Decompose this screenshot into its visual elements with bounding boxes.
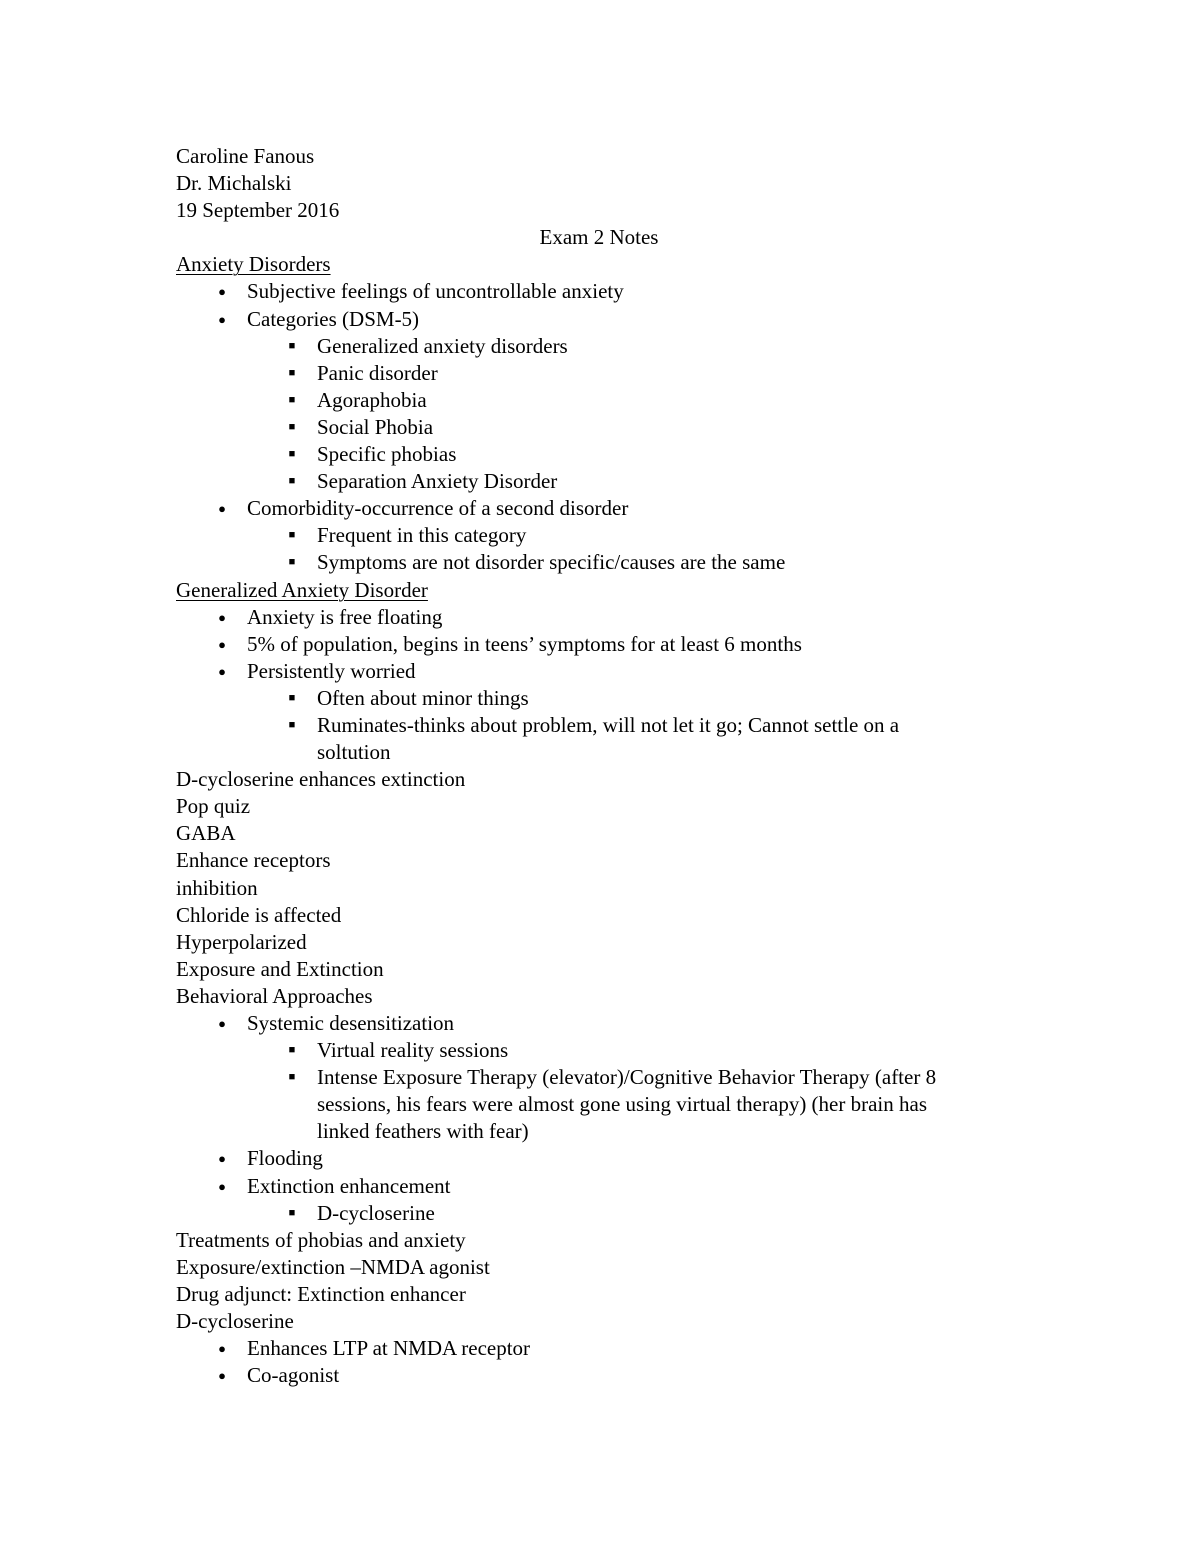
square-bullet-icon: ■ <box>288 393 296 406</box>
line-text: Anxiety is free floating <box>247 604 443 629</box>
note-line <box>176 1254 1026 1281</box>
round-bullet-icon: ● <box>218 1178 226 1194</box>
bullet-item <box>176 1173 1026 1200</box>
square-bullet-icon: ■ <box>288 366 296 379</box>
line-text: Symptoms are not disorder specific/causes are the same <box>317 550 786 575</box>
round-bullet-icon: ● <box>218 1016 226 1031</box>
line-text: Enhance receptors <box>176 848 331 873</box>
square-bullet-icon: ■ <box>288 475 296 488</box>
line-text: Exposure and Extinction <box>176 956 384 981</box>
document-title: Exam 2 Notes <box>539 225 659 250</box>
line-text: Categories (DSM-5) <box>247 306 420 331</box>
round-bullet-icon: ● <box>218 1151 226 1167</box>
line-text: Anxiety Disorders <box>176 252 331 277</box>
document-page <box>176 143 1026 1389</box>
line-text: D-cycloserine enhances extinction <box>176 767 466 792</box>
sub-bullet-item <box>176 360 1026 387</box>
round-bullet-icon: ● <box>218 609 226 625</box>
section-heading <box>176 251 1026 278</box>
note-line <box>176 956 1026 983</box>
line-text: Exposure/extinction –NMDA agonist <box>176 1254 490 1279</box>
bullet-item <box>176 1362 1026 1389</box>
bullet-item <box>176 1010 1026 1037</box>
square-bullet-icon: ■ <box>288 556 296 569</box>
square-bullet-icon: ■ <box>288 529 296 542</box>
sub-bullet-item <box>176 522 1026 549</box>
note-line <box>176 1281 1026 1308</box>
line-text: Drug adjunct: Extinction enhancer <box>176 1281 466 1306</box>
line-text: Subjective feelings of uncontrollable anxiety <box>247 279 624 304</box>
sub-bullet-item <box>176 1118 1026 1145</box>
line-text: Enhances LTP at NMDA receptor <box>247 1336 531 1361</box>
sub-bullet-item <box>176 333 1026 360</box>
note-line <box>176 820 1026 847</box>
line-text: D-cycloserine <box>317 1200 435 1225</box>
line-text: 5% of population, begins in teens’ symptoms for at least 6 months <box>247 631 802 656</box>
round-bullet-icon: ● <box>218 636 226 652</box>
author-name: Caroline Fanous <box>176 144 315 168</box>
sub-bullet-item <box>176 1064 1026 1091</box>
document-date: 19 September 2016 <box>176 198 340 223</box>
section-heading <box>176 577 1026 604</box>
round-bullet-icon: ● <box>218 1368 226 1384</box>
line-text: Virtual reality sessions <box>317 1038 509 1063</box>
round-bullet-icon: ● <box>218 501 226 517</box>
bullet-item <box>176 306 1026 333</box>
line-text: Social Phobia <box>317 414 434 439</box>
line-text: soltution <box>317 740 391 765</box>
note-line <box>176 929 1026 956</box>
line-text: Generalized Anxiety Disorder <box>176 577 428 602</box>
sub-bullet-item <box>176 549 1026 576</box>
round-bullet-icon: ● <box>218 311 226 327</box>
round-bullet-icon: ● <box>218 663 226 679</box>
sub-bullet-item <box>176 712 1026 739</box>
line-text: Hyperpolarized <box>176 929 307 954</box>
sub-bullet-item <box>176 1200 1026 1227</box>
square-bullet-icon: ■ <box>288 448 296 461</box>
line-text: Ruminates-thinks about problem, will not let it go; Cannot settle on a <box>317 712 900 737</box>
square-bullet-icon: ■ <box>288 1071 296 1084</box>
square-bullet-icon: ■ <box>288 420 296 433</box>
square-bullet-icon: ■ <box>288 1044 296 1057</box>
line-text: GABA <box>176 821 236 846</box>
bullet-item <box>176 278 1026 305</box>
line-text: Intense Exposure Therapy (elevator)/Cognitive Behavior Therapy (after 8 <box>317 1065 937 1090</box>
square-bullet-icon: ■ <box>288 1206 296 1219</box>
bullet-item <box>176 1145 1026 1172</box>
line-text: Co-agonist <box>247 1363 340 1388</box>
sub-bullet-item <box>176 1037 1026 1064</box>
line-text: Agoraphobia <box>317 387 427 412</box>
line-text: linked feathers with fear) <box>317 1119 529 1144</box>
line-text: sessions, his fears were almost gone using virtual therapy) (her brain has <box>317 1092 928 1117</box>
note-line <box>176 875 1026 902</box>
note-line <box>176 847 1026 874</box>
round-bullet-icon: ● <box>218 1341 226 1357</box>
bullet-item <box>176 631 1026 658</box>
square-bullet-icon: ■ <box>288 691 296 704</box>
line-text: Systemic desensitization <box>247 1011 455 1035</box>
line-text: Chloride is affected <box>176 902 342 927</box>
line-text: Pop quiz <box>176 794 251 819</box>
sub-bullet-item <box>176 739 1026 766</box>
instructor-name: Dr. Michalski <box>176 171 292 196</box>
sub-bullet-item <box>176 1091 1026 1118</box>
sub-bullet-item <box>176 414 1026 441</box>
sub-bullet-item <box>176 685 1026 712</box>
sub-bullet-item <box>176 468 1026 495</box>
note-line <box>176 1308 1026 1335</box>
line-text: Persistently worried <box>247 658 416 683</box>
line-text: Treatments of phobias and anxiety <box>176 1227 466 1252</box>
line-text: Frequent in this category <box>317 523 527 548</box>
sub-bullet-item <box>176 441 1026 468</box>
bullet-item <box>176 604 1026 631</box>
sub-bullet-item <box>176 387 1026 414</box>
note-line <box>176 1227 1026 1254</box>
note-line <box>176 793 1026 820</box>
note-line <box>176 983 1026 1010</box>
line-text: Panic disorder <box>317 360 438 385</box>
line-text: D-cycloserine <box>176 1309 294 1334</box>
bullet-item <box>176 658 1026 685</box>
line-text: Often about minor things <box>317 685 529 710</box>
square-bullet-icon: ■ <box>288 339 296 352</box>
note-line <box>176 766 1026 793</box>
line-text: inhibition <box>176 875 258 900</box>
notes-body <box>176 251 1026 1389</box>
line-text: Flooding <box>247 1146 323 1171</box>
line-text: Extinction enhancement <box>247 1173 451 1198</box>
line-text: Behavioral Approaches <box>176 983 373 1008</box>
line-text: Generalized anxiety disorders <box>317 333 568 358</box>
line-text: Comorbidity-occurrence of a second disorder <box>247 496 629 521</box>
square-bullet-icon: ■ <box>288 718 296 731</box>
note-line <box>176 902 1026 929</box>
bullet-item <box>176 495 1026 522</box>
line-text: Separation Anxiety Disorder <box>317 469 558 494</box>
line-text: Specific phobias <box>317 442 457 467</box>
bullet-item <box>176 1335 1026 1362</box>
round-bullet-icon: ● <box>218 284 226 300</box>
